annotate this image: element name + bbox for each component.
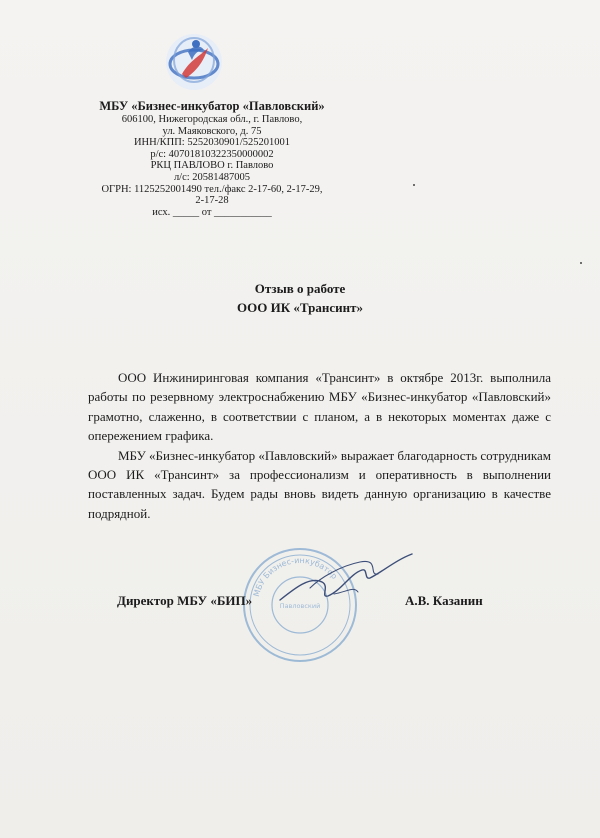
stamp-inner-text: Павловский [279, 602, 321, 610]
bank-line: РКЦ ПАВЛОВО г. Павлово [150, 160, 274, 172]
address-line: 606100, Нижегородская обл., г. Павлово, [121, 114, 303, 125]
street-line: ул. Маяковского, д. 75 [162, 125, 262, 137]
personal-account-line: л/с: 20581487005 [173, 171, 251, 183]
letter-body [88, 368, 551, 523]
inn-kpp-line: ИНН/КПП: 5252030901/525201001 [133, 137, 291, 149]
document-title [0, 279, 600, 317]
scan-dot [413, 184, 415, 186]
org-name: МБУ «Бизнес-инкубатор «Павловский» [99, 99, 325, 113]
body-paragraph-2: МБУ «Бизнес-инкубатор «Павловский» выражает благодарность сотрудникам ООО ИК «Трансинт» за профессионализм и оперативность в выполнении поставленных задач. Будем рады вновь видеть данную организацию в качестве подрядной. [88, 447, 551, 521]
signature-row [117, 593, 497, 613]
scan-dot [580, 262, 582, 264]
signatory-name: А.В. Казанин [405, 593, 483, 608]
outgoing-number-line: исх. _____ от ___________ [152, 206, 272, 218]
title-line-1: Отзыв о работе [254, 281, 346, 296]
phone-continued-line: 2-17-28 [195, 195, 229, 207]
signatory-position: Директор МБУ «БИП» [117, 593, 253, 608]
title-line-2: ООО ИК «Трансинт» [237, 300, 363, 315]
organization-logo-icon [162, 30, 226, 94]
body-paragraph-1: ООО Инжиниринговая компания «Трансинт» в октябре 2013г. выполнила работы по резервному электроснабжению МБУ «Бизнес-инкубатор «Павловский» грамотно, слаженно, в соответствии с планом, а в некоторых моментах даже с опережением графика. [88, 370, 551, 444]
ogrn-phone-line: ОГРН: 1125252001490 тел./факс 2-17-60, 2-17-29, [101, 183, 323, 195]
account-line: р/с: 40701810322350000002 [150, 148, 274, 160]
letterhead [62, 99, 362, 218]
stamp-upper-text: МБУ Бизнес-инкубатор [251, 555, 339, 598]
